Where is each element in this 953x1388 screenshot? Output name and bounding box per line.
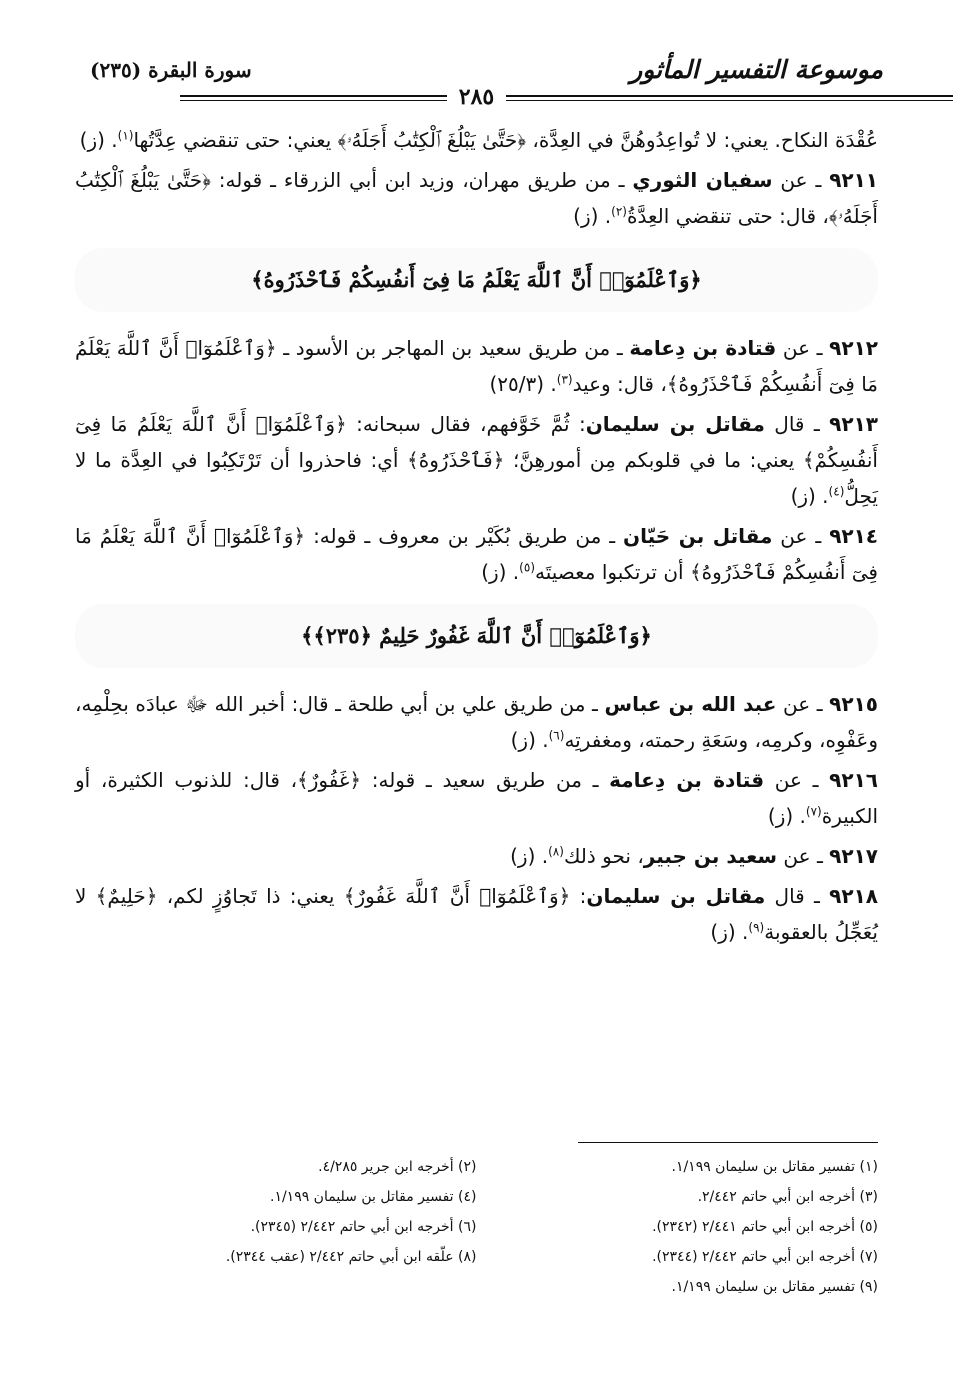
narration-paragraph	[75, 330, 878, 402]
page-number: ٢٨٥	[447, 84, 506, 110]
narration-paragraph	[75, 762, 878, 834]
narration-number: ٩٢١٨	[829, 884, 878, 908]
verse-heading: ﴿وَٱعْلَمُوٓا۟ أَنَّ ٱللَّهَ يَعْلَمُ مَا فِىٓ أَنفُسِكُمْ فَٱحْذَرُوهُ﴾	[75, 248, 878, 312]
source-reference: . (٢٥/٣)	[489, 372, 557, 396]
narration-connector: ـ قال	[765, 884, 830, 908]
narration-paragraph	[75, 122, 878, 158]
footnote-item: (٨) علّقه ابن أبي حاتم ٢/٤٤٢ (عقب ٢٣٤٤).	[225, 1249, 477, 1265]
source-reference: . (ز)	[510, 844, 549, 868]
book-title: موسوعة التفسير المأثور	[630, 55, 883, 84]
source-reference: . (ز)	[481, 560, 520, 584]
narration-number: ٩٢١٦	[829, 768, 878, 792]
source-reference: . (ز)	[790, 484, 829, 508]
narration-connector: ـ قال	[764, 412, 830, 436]
narration-text: ـ من طريق بُكَيْر بن معروف ـ قوله: ﴿وَٱعْلَمُوٓا۟ أَنَّ ٱللَّهَ يَعْلَمُ مَا فِىٓ أَنفُسِكُمْ فَٱحْذَرُوهُ﴾ أن ترتكبوا معصيتَه	[75, 524, 878, 584]
narrator-name: مقاتل بن سليمان	[586, 884, 766, 908]
footnote-item: (٦) أخرجه ابن أبي حاتم ٢/٤٤٢ (٢٣٤٥).	[250, 1219, 477, 1235]
page-number-wrap	[0, 84, 953, 110]
narrator-name: عبد الله بن عباس	[604, 692, 777, 716]
narrator-name: سعيد بن جبير	[643, 844, 778, 868]
narrator-name: سفيان الثوري	[632, 168, 773, 192]
narration-number: ٩٢١٣	[829, 412, 878, 436]
footnote-marker: (١)	[117, 128, 134, 143]
narration-connector: ـ عن	[772, 524, 830, 548]
narration-text: ـ من طريق سعيد ـ قوله: ﴿غَفُورٌ﴾، قال: للذنوب الكثيرة، أو الكبيرة	[75, 768, 878, 828]
narration-paragraph	[75, 518, 878, 590]
narrator-name: مقاتل بن سليمان	[585, 412, 765, 436]
narration-text: : ﴿وَٱعْلَمُوٓا۟ أَنَّ ٱللَّهَ غَفُورٌ﴾ يعني: ذا تَجاوُزٍ لكم، ﴿حَلِيمٌ﴾ لا يُعَجِّلُ بالعقوبة	[75, 884, 878, 944]
narration-text: عُقْدَة النكاح. يعني: لا تُواعِدُوهُنَّ في العِدَّة، ﴿حَتَّىٰ يَبْلُغَ ٱلْكِتَٰبُ أَجَلَهُۥ﴾ يعني: حتى تنقضي عِدَّتُها	[133, 128, 878, 152]
footnote-item: (١) تفسير مقاتل بن سليمان ١/١٩٩.	[671, 1159, 878, 1175]
footnotes	[75, 1152, 878, 1302]
narration-text: ، نحو ذلك	[563, 844, 644, 868]
narration-paragraph	[75, 406, 878, 514]
footnote-marker: (٥)	[519, 560, 535, 575]
footnote-item: (٥) أخرجه ابن أبي حاتم ٢/٤٤١ (٢٣٤٢).	[652, 1219, 878, 1235]
footnote-marker: (٦)	[548, 728, 565, 743]
footnotes-right-column	[477, 1152, 879, 1302]
footnote-marker: (٩)	[748, 920, 765, 935]
narration-paragraph	[75, 686, 878, 758]
narration-number: ٩٢١٧	[829, 844, 878, 868]
narration-connector: ـ عن	[776, 692, 830, 716]
narration-text: ـ من طريق سعيد بن المهاجر بن الأسود ـ ﴿وَٱعْلَمُوٓا۟ أَنَّ ٱللَّهَ يَعْلَمُ مَا فِىٓ أَنفُسِكُمْ فَٱحْذَرُوهُ﴾، قال: وعيد	[75, 336, 878, 396]
sura-reference: سورة البقرة (٢٣٥)	[90, 58, 252, 82]
footnote-item: (٩) تفسير مقاتل بن سليمان ١/١٩٩.	[671, 1279, 878, 1295]
source-reference: . (ز)	[573, 204, 612, 228]
verse-heading: ﴿وَٱعْلَمُوٓا۟ أَنَّ ٱللَّهَ غَفُورٌ حَلِيمٌ ﴿٢٣٥﴾﴾	[75, 604, 878, 668]
footnote-item: (٢) أخرجه ابن جرير ٤/٢٨٥.	[318, 1159, 477, 1175]
narration-number: ٩٢١٥	[829, 692, 878, 716]
narration-paragraph	[75, 838, 878, 874]
narration-number: ٩٢١٢	[829, 336, 878, 360]
narrator-name: مقاتل بن حَيّان	[623, 524, 773, 548]
narration-number: ٩٢١٤	[829, 524, 879, 548]
narrator-name: قتادة بن دِعامة	[629, 336, 777, 360]
narration-connector: ـ عن	[772, 168, 830, 192]
narration-text: : ثُمَّ خَوَّفهم، فقال سبحانه: ﴿وَٱعْلَمُوٓا۟ أَنَّ ٱللَّهَ يَعْلَمُ مَا فِىٓ أَنفُسِكُمْ﴾ يعني: ما في قلوبكم مِن أمورهِنَّ؛ ﴿فَٱحْذَرُوهُ﴾ أي: فاحذروا أن تَرْتَكِبُوا في العِدَّة ما لا يَحِلُّ	[75, 412, 878, 508]
narration-text: ـ من طريق مهران، وزيد ابن أبي الزرقاء ـ قوله: ﴿حَتَّىٰ يَبْلُغَ ٱلْكِتَٰبُ أَجَلَهُۥ﴾، قال: حتى تنقضي العِدَّةُ	[75, 168, 878, 228]
narration-connector: ـ عن	[764, 768, 830, 792]
narration-connector: ـ عن	[776, 336, 830, 360]
footnote-marker: (٤)	[828, 484, 845, 499]
narration-number: ٩٢١١	[829, 168, 879, 192]
narration-paragraph	[75, 878, 878, 950]
main-text	[75, 122, 878, 954]
footnote-marker: (٢)	[611, 204, 627, 219]
footnote-item: (٤) تفسير مقاتل بن سليمان ١/١٩٩.	[269, 1189, 477, 1205]
narration-paragraph	[75, 162, 878, 234]
footnote-marker: (٨)	[548, 844, 564, 859]
narration-connector: ـ عن	[777, 844, 830, 868]
footnote-item: (٣) أخرجه ابن أبي حاتم ٢/٤٤٢.	[697, 1189, 878, 1205]
source-reference: . (ز)	[710, 920, 749, 944]
narration-text: ـ من طريق علي بن أبي طلحة ـ قال: أخبر الله ﷻ عبادَه بحِلْمِه، وعَفْوِه، وكرمِه، وسَعَةِ رحمته، ومغفرتِه	[75, 692, 878, 752]
footnote-rule	[578, 1142, 878, 1143]
source-reference: . (ز)	[767, 804, 806, 828]
footnotes-left-column	[75, 1152, 477, 1272]
source-reference: . (ز)	[510, 728, 549, 752]
footnote-item: (٧) أخرجه ابن أبي حاتم ٢/٤٤٢ (٢٣٤٤).	[652, 1249, 878, 1265]
footnote-marker: (٣)	[556, 372, 573, 387]
narrator-name: قتادة بن دِعامة	[609, 768, 765, 792]
source-reference: . (ز)	[79, 128, 118, 152]
footnote-marker: (٧)	[805, 804, 822, 819]
